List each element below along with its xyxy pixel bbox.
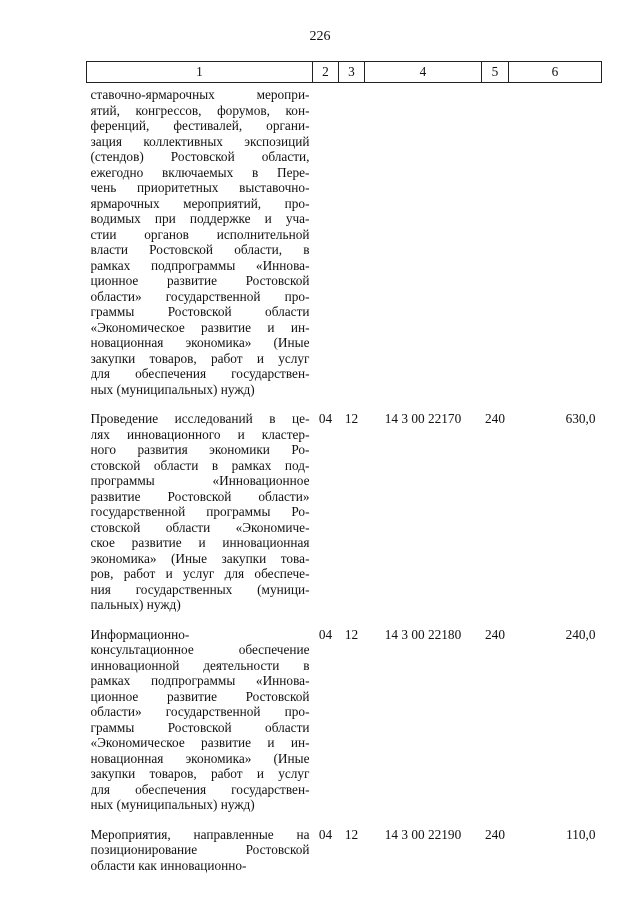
row-expense-type: 240: [485, 626, 505, 642]
column-header-4: 4: [365, 62, 482, 83]
description-line: ционное развитие Ростовской: [90, 688, 310, 704]
row-amount: 630,0: [565, 411, 596, 426]
description-line: области» государственной про-: [90, 704, 310, 719]
row-expense-type: [482, 83, 509, 412]
description-line: пальных) нужд): [90, 597, 181, 612]
table-row: [87, 627, 602, 827]
row-target-article: 14 3 00 22190: [384, 826, 462, 842]
description-line: развитие Ростовской области»: [90, 488, 310, 504]
description-line: ционное развитие Ростовской: [90, 273, 310, 288]
description-line: инновационной деятельности в: [90, 657, 310, 673]
description-line: ния государственных (муници-: [90, 581, 310, 597]
row-description: [87, 83, 313, 412]
description-line: ставочно-ярмарочных меропри-: [90, 87, 310, 102]
column-header-1: 1: [87, 62, 313, 83]
description-line: «Экономическое развитие и ин-: [90, 319, 310, 335]
row-amount: 240,0: [565, 626, 596, 642]
row-section-code: 04: [318, 411, 333, 426]
description-line: граммы Ростовской области: [90, 719, 310, 735]
table-row: [87, 827, 602, 888]
description-line: программы «Инновационное: [90, 473, 310, 488]
row-section-code: 04: [318, 626, 333, 642]
table-body: [87, 83, 602, 888]
description-line: рамках подпрограммы «Иннова-: [90, 257, 310, 273]
description-line: власти Ростовской области, в: [90, 242, 310, 257]
description-line: новационная экономика» (Иные: [90, 750, 310, 766]
budget-table: [86, 61, 602, 887]
row-subsection-code: 12: [344, 626, 359, 642]
description-line: позиционирование Ростовской: [90, 842, 310, 857]
description-line: водимых при поддержке и уча-: [90, 211, 310, 226]
description-line: ных (муниципальных) нужд): [90, 381, 255, 397]
description-line: для обеспечения государствен-: [90, 781, 310, 797]
row-section-code: [313, 83, 339, 412]
row-target-article: 14 3 00 22170: [384, 411, 462, 426]
row-expense-type: 240: [485, 411, 505, 426]
description-line: Информационно-: [90, 626, 190, 642]
description-line: Проведение исследований в це-: [90, 411, 310, 426]
description-line: чень приоритетных выставочно-: [90, 180, 310, 195]
description-line: граммы Ростовской области: [90, 304, 310, 319]
column-header-5: 5: [482, 62, 509, 83]
description-line: зация коллективных экспозиций: [90, 133, 310, 149]
description-line: экономика» (Иные закупки това-: [90, 550, 310, 566]
description-line: ных (муниципальных) нужд): [90, 797, 255, 812]
description-line: ров, работ и услуг для обеспече-: [90, 566, 310, 581]
row-subsection-code: 12: [344, 826, 359, 842]
table-row: [87, 83, 602, 412]
description-line: области как инновационно-: [90, 857, 247, 873]
description-line: новационная экономика» (Иные: [90, 335, 310, 350]
description-line: ференций, фестивалей, органи-: [90, 118, 310, 133]
description-line: стовской области «Экономиче-: [90, 519, 310, 535]
table-row: [87, 411, 602, 627]
row-section-code: 04: [318, 826, 333, 842]
row-expense-type: 240: [485, 826, 505, 842]
description-line: ское развитие и инновационная: [90, 535, 310, 550]
description-line: стии органов исполнительной: [90, 226, 310, 242]
description-line: «Экономическое развитие и ин-: [90, 735, 310, 750]
description-line: закупки товаров, работ и услуг: [90, 766, 310, 781]
row-subsection-code: 12: [344, 411, 359, 426]
row-target-article: 14 3 00 22180: [384, 626, 462, 642]
description-line: для обеспечения государствен-: [90, 366, 310, 381]
description-line: рамках подпрограммы «Иннова-: [90, 673, 310, 688]
description-line: консультационное обеспечение: [90, 642, 310, 657]
row-description: [87, 827, 313, 888]
description-line: ного развития экономики Ро-: [90, 442, 310, 457]
column-header-6: 6: [509, 62, 602, 83]
row-description: [87, 411, 313, 627]
description-line: Мероприятия, направленные на: [90, 826, 310, 842]
description-line: ежегодно включаемых в Пере-: [90, 164, 310, 180]
row-amount: 110,0: [566, 826, 596, 842]
description-line: (стендов) Ростовской области,: [90, 149, 310, 164]
row-amount: [509, 83, 602, 412]
row-subsection-code: [339, 83, 365, 412]
description-line: ятий, конгрессов, форумов, кон-: [90, 102, 310, 118]
column-header-3: 3: [339, 62, 365, 83]
description-line: ярмарочных мероприятий, про-: [90, 195, 310, 211]
page-number: 226: [309, 29, 331, 44]
description-line: государственной программы Ро-: [90, 504, 310, 519]
description-line: закупки товаров, работ и услуг: [90, 350, 310, 366]
column-header-2: 2: [313, 62, 339, 83]
description-line: лях инновационного и кластер-: [90, 426, 310, 442]
description-line: стовской области в рамках под-: [90, 457, 310, 473]
row-description: [87, 627, 313, 827]
table-header-row: [87, 62, 602, 83]
row-target-article: [365, 83, 482, 412]
description-line: области» государственной про-: [90, 288, 310, 304]
